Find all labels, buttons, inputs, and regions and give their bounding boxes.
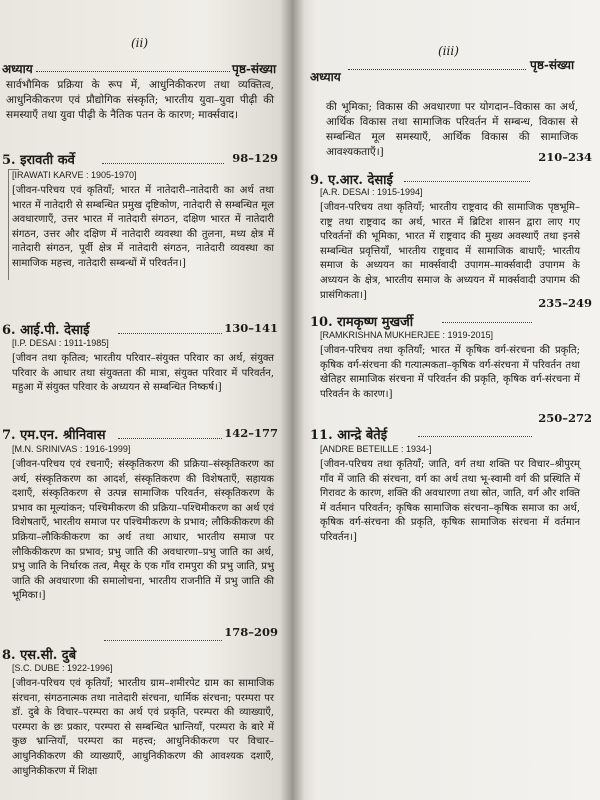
- chapter-title: 7. एम.एन. श्रीनिवास: [2, 428, 106, 443]
- page-column-header: पृष्ठ-संख्या: [232, 62, 277, 76]
- chapter-column-header: अध्याय: [2, 62, 33, 76]
- chapter-description: [जीवन-परिचय तथा कृतियाँ; जाति, वर्ग तथा शक्ति पर विचार–श्रीपुरम् गाँव में जाति की संरचना, वर्ग का अर्थ तथा भू-स्वामी वर्ग की प्रस्थिति में गिरावट के कारण, शक्ति की अवधारणा तथा स्रोत, जाति, वर्ग और शक्ति में वर्तमान परिवर्तन; कृषिक सामाजिक संरचना–कृषिक समाज का अर्थ, कृषिक वर्ग-संरचना की प्रकृति, कृषिक सामाजिक संरचना में वर्तमान परिवर्तन।]: [320, 459, 580, 543]
- chapter-page-range: 210–234: [538, 150, 592, 164]
- chapter-english-name: [RAMKRISHNA MUKHERJEE : 1919-2015]: [320, 330, 494, 340]
- book-gutter-shadow: [280, 0, 304, 800]
- right-page: [292, 0, 600, 800]
- leader-dots: [102, 163, 224, 164]
- header-leader: [36, 71, 230, 72]
- chapter-description: [जीवन-परिचय तथा कृतियाँ; भारत में कृषिक वर्ग-संरचना की प्रकृति; कृषिक वर्ग-संरचना की गत्यात्मकता–कृषिक वर्ग-संरचना में परिवर्तन तथा खेतिहर सामाजिक संरचना में परिवर्तन की प्रकृति, कृषिक वर्ग-संरचना में परिवर्तन के कारण।]: [320, 345, 580, 400]
- page-number: (iii): [438, 44, 459, 58]
- chapter-title: 11. आन्द्रे बेतेई: [310, 428, 388, 443]
- chapter-page-range: 235–249: [538, 296, 592, 310]
- continued-description: की भूमिका; विकास की अवधारणा पर योगदान–विकास का अर्थ, आर्थिक विकास तथा सामाजिक परिवर्तन में सम्बन्ध, विकास से सम्बन्धित मूल समस्याएँ, आर्थिक विकास की सामाजिक आवश्यकताएँ।]: [326, 101, 578, 158]
- leader-dots: [418, 436, 532, 437]
- continued-description: सार्वभौमिक प्रक्रिया के रूप में, आधुनिकीकरण तथा व्यक्तित्व, आधुनिकीकरण एवं प्रौद्योगिक संस्कृति; भारतीय युवा–युवा पीढ़ी की समस्याएँ तथा युवा पीढ़ी के नैतिक पतन के कारण; मार्क्सवाद।: [6, 79, 274, 121]
- chapter-english-name: [IRAWATI KARVE : 1905-1970]: [12, 170, 137, 180]
- chapter-page-range: 98–129: [232, 151, 278, 165]
- leader-dots: [442, 322, 532, 323]
- page-column-header: पृष्ठ-संख्या: [530, 58, 575, 72]
- chapter-english-name: [ANDRE BETEILLE : 1934-]: [320, 444, 432, 454]
- chapter-description: [जीवन-परिचय तथा कृतियाँ; भारतीय राष्ट्रवाद की सामाजिक पृष्ठभूमि–राष्ट्र तथा राष्ट्रवाद का अर्थ, भारत में ब्रिटिश शासन द्वारा लाए गए परिवर्तनों की भूमिका, भारत में राष्ट्रवाद की मुख्य अवस्थाएँ तथा इनसे सम्बन्धित प्रवृत्तियाँ, भारतीय राष्ट्रवाद में सामाजिक बाधाएँ; भारतीय समाज के अध्ययन का मार्क्सवादी उपागम–मार्क्सवादी उपागम के अध्ययन के क्षेत्र, भारतीय समाज के अध्ययन में मार्क्सवादी उपागम की प्रासंगिकता।]: [320, 202, 580, 301]
- chapter-page-range: 250–272: [538, 411, 592, 425]
- chapter-page-range: 142–177: [224, 426, 278, 440]
- leader-dots: [104, 640, 222, 641]
- chapter-description: [जीवन तथा कृतित्व; भारतीय परिवार–संयुक्त परिवार का अर्थ, संयुक्त परिवार के आधार तथा संयुक्तता की मात्रा, संयुक्त परिवार में परिवर्तन, महुआ में संयुक्त परिवार के अध्ययन से सम्बन्धित निष्कर्ष।]: [12, 353, 274, 394]
- page-number: (ii): [131, 36, 149, 50]
- leader-dots: [118, 438, 222, 439]
- chapter-title: 8. एस.सी. दुबे: [2, 648, 77, 663]
- header-leader: [348, 69, 526, 70]
- leader-dots: [404, 181, 530, 182]
- chapter-column-header: अध्याय: [310, 70, 341, 84]
- chapter-description: [जीवन-परिचय एवं रचनाएँ; संस्कृतिकरण की प्रक्रिया–संस्कृतिकरण का अर्थ, संस्कृतिकरण का आदर्श, संस्कृतिकरण की विशेषताएँ, सहायक दशाएँ, संस्कृतिकरण से उत्पन्न सामाजिक परिवर्तन, संस्कृतिकरण के प्रभाव का मूल्यांकन; पश्चिमीकरण की प्रक्रिया–पश्चिमीकरण का अर्थ एवं विशेषताएँ, भारतीय समाज पर पश्चिमीकरण के प्रभाव; लौकिकीकरण की प्रक्रिया–लौकिकीकरण का अर्थ तथा आधार, भारतीय समाज पर लौकिकीकरण का प्रभाव; प्रभु जाति की अवधारणा–प्रभु जाति का अर्थ, प्रभु जाति के निर्धारक तत्व, मैसूर के एक गाँव रामपुरा की प्रभु जाति, प्रभु जाति की अवधारणा की समालोचना, भारतीय राजनीति में प्रभु जाति की भूमिका।]: [12, 459, 274, 602]
- chapter-english-name: [M.N. SRINIVAS : 1916-1999]: [12, 444, 131, 454]
- chapter-page-range: 178–209: [224, 625, 278, 639]
- chapter-english-name: [S.C. DUBE : 1922-1996]: [12, 663, 113, 673]
- chapter-english-name: [A.R. DESAI : 1915-1994]: [320, 187, 423, 197]
- chapter-page-range: 130–141: [224, 321, 278, 335]
- chapter-title: 6. आई.पी. देसाई: [2, 323, 90, 338]
- leader-dots: [118, 333, 222, 334]
- left-page: [0, 0, 292, 800]
- chapter-description: [जीवन-परिचय एवं कृतियाँ; भारत में नातेदारी–नातेदारी का अर्थ तथा भारत में नातेदारी से सम्बन्धित प्रमुख दृष्टिकोण, नातेदारी से सम्बन्धित मूल अवधारणाएँ, उत्तर भारत में नातेदारी संगठन, दक्षिण भारत में नातेदारी संगठन, उत्तर और दक्षिण में नातेदारी व्यवस्था की तुलना, मध्य क्षेत्र में नातेदारी संगठन, पूर्वी क्षेत्र में नातेदारी संगठन, नातेदारी व्यवस्था का सामाजिक महत्त्व, नातेदारी सम्बन्धों में परिवर्तन।]: [12, 185, 274, 269]
- chapter-description: [जीवन-परिचय एवं कृतियाँ; भारतीय ग्राम–शमीरपेट ग्राम का सामाजिक संरचना, संगठनात्मक तथा नातेदारी संरचना, धार्मिक संरचना; परम्परा पर डॉ. दुबे के विचार–परम्परा का अर्थ एवं प्रकृति, परम्परा की व्याख्याएँ, परम्परा के छः प्रकार, परम्परा से सम्बन्धित भ्रान्तियाँ, परम्परा के बारे में कुछ भ्रान्तियाँ, परम्परा का महत्त्व; आधुनिकीकरण पर विचार–आधुनिकीकरण की व्याख्याएँ, आधुनिकीकरण की आवश्यक दशाएँ, आधुनिकीकरण में शिक्षा: [12, 678, 274, 777]
- chapter-title: 5. इरावती कर्वे: [2, 153, 75, 168]
- chapter-title: 9. ए.आर. देसाई: [310, 173, 393, 188]
- chapter-english-name: [I.P. DESAI : 1911-1985]: [12, 338, 109, 348]
- chapter-title: 10. रामकृष्ण मुखर्जी: [310, 315, 414, 330]
